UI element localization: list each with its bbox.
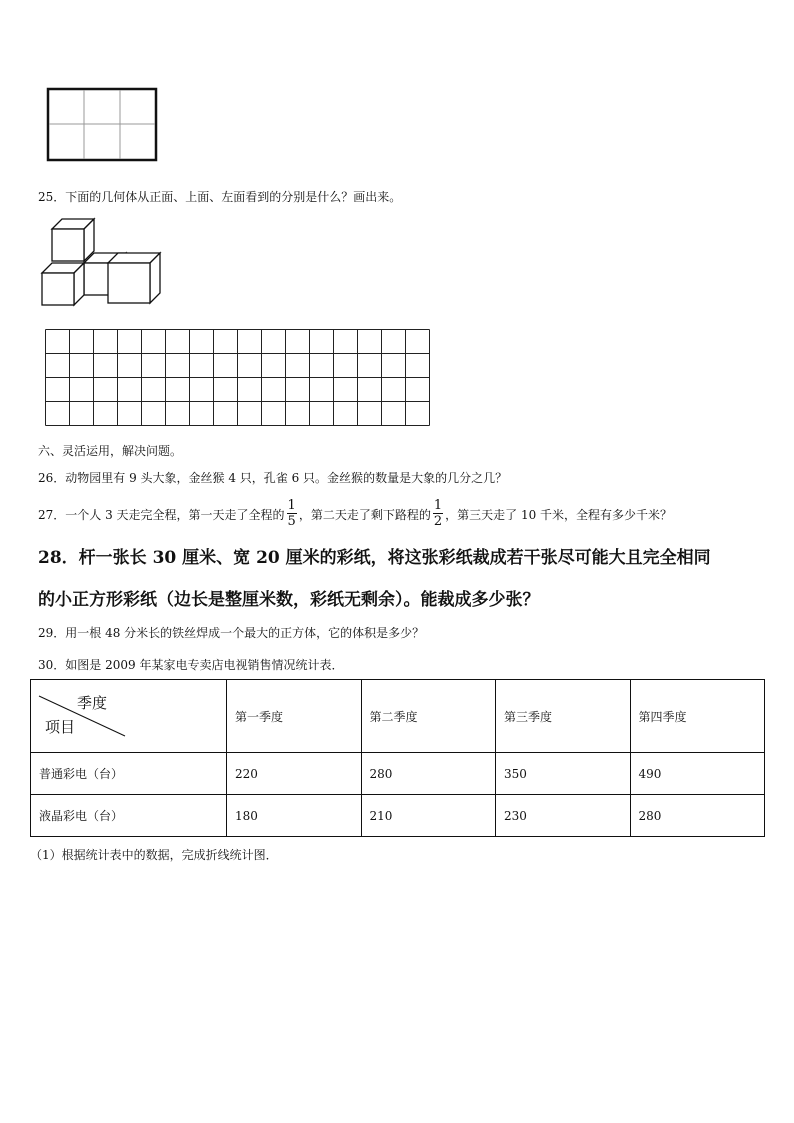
q27-text-2: ，第二天走了剩下路程的	[298, 508, 431, 522]
top-grid-figure	[46, 87, 158, 162]
q27-text-1: 27．一个人 3 天走完全程，第一天走了全程的	[38, 508, 285, 522]
table-cell: 210	[361, 795, 496, 837]
fraction-one-fifth: $\frac{1}{5}$	[287, 498, 296, 529]
question-25: 25．下面的几何体从正面、上面、左面看到的分别是什么？画出来。	[38, 190, 402, 204]
question-28-line-1: 28．杆一张长 30 厘米、宽 20 厘米的彩纸，将这张彩纸裁成若干张尽可能大且完全相同	[38, 548, 711, 568]
table-cell: 280	[361, 753, 496, 795]
column-header: 第四季度	[630, 680, 765, 753]
column-header: 第二季度	[361, 680, 496, 753]
cube-solid-figure	[38, 215, 168, 310]
table-cell: 230	[496, 795, 631, 837]
table-cell: 490	[630, 753, 765, 795]
fraction-one-half: $\frac{1}{2}$	[433, 498, 443, 529]
table-cell: 220	[227, 753, 362, 795]
table-cell: 280	[630, 795, 765, 837]
question-27	[38, 500, 672, 531]
header-quarter-label: 季度	[77, 694, 108, 712]
table-row	[31, 753, 765, 795]
row-label: 普通彩电（台）	[31, 753, 227, 795]
header-item-label: 项目	[45, 718, 76, 736]
row-label: 液晶彩电（台）	[31, 795, 227, 837]
question-30: 30．如图是 2009 年某家电专卖店电视销售情况统计表．	[38, 658, 344, 672]
q27-text-3: ，第三天走了 10 千米，全程有多少千米？	[445, 508, 673, 522]
sales-stats-table	[30, 679, 765, 837]
column-header: 第一季度	[227, 680, 362, 753]
question-29: 29．用一根 48 分米长的铁丝焊成一个最大的正方体，它的体积是多少？	[38, 626, 425, 640]
table-cell: 350	[496, 753, 631, 795]
table-cell: 180	[227, 795, 362, 837]
section-6-title: 六、灵活运用，解决问题。	[38, 444, 183, 458]
answer-grid	[45, 329, 431, 427]
question-28-line-2: 的小正方形彩纸（边长是整厘米数，彩纸无剩余）。能裁成多少张？	[38, 590, 540, 610]
column-header: 第三季度	[496, 680, 631, 753]
table-header-row	[31, 680, 765, 753]
question-30-sub-1: （1）根据统计表中的数据，完成折线统计图．	[30, 848, 278, 862]
table-row	[31, 795, 765, 837]
question-26: 26．动物园里有 9 头大象，金丝猴 4 只，孔雀 6 只。金丝猴的数量是大象的几分之几？	[38, 471, 508, 485]
diagonal-header-cell	[31, 680, 227, 753]
